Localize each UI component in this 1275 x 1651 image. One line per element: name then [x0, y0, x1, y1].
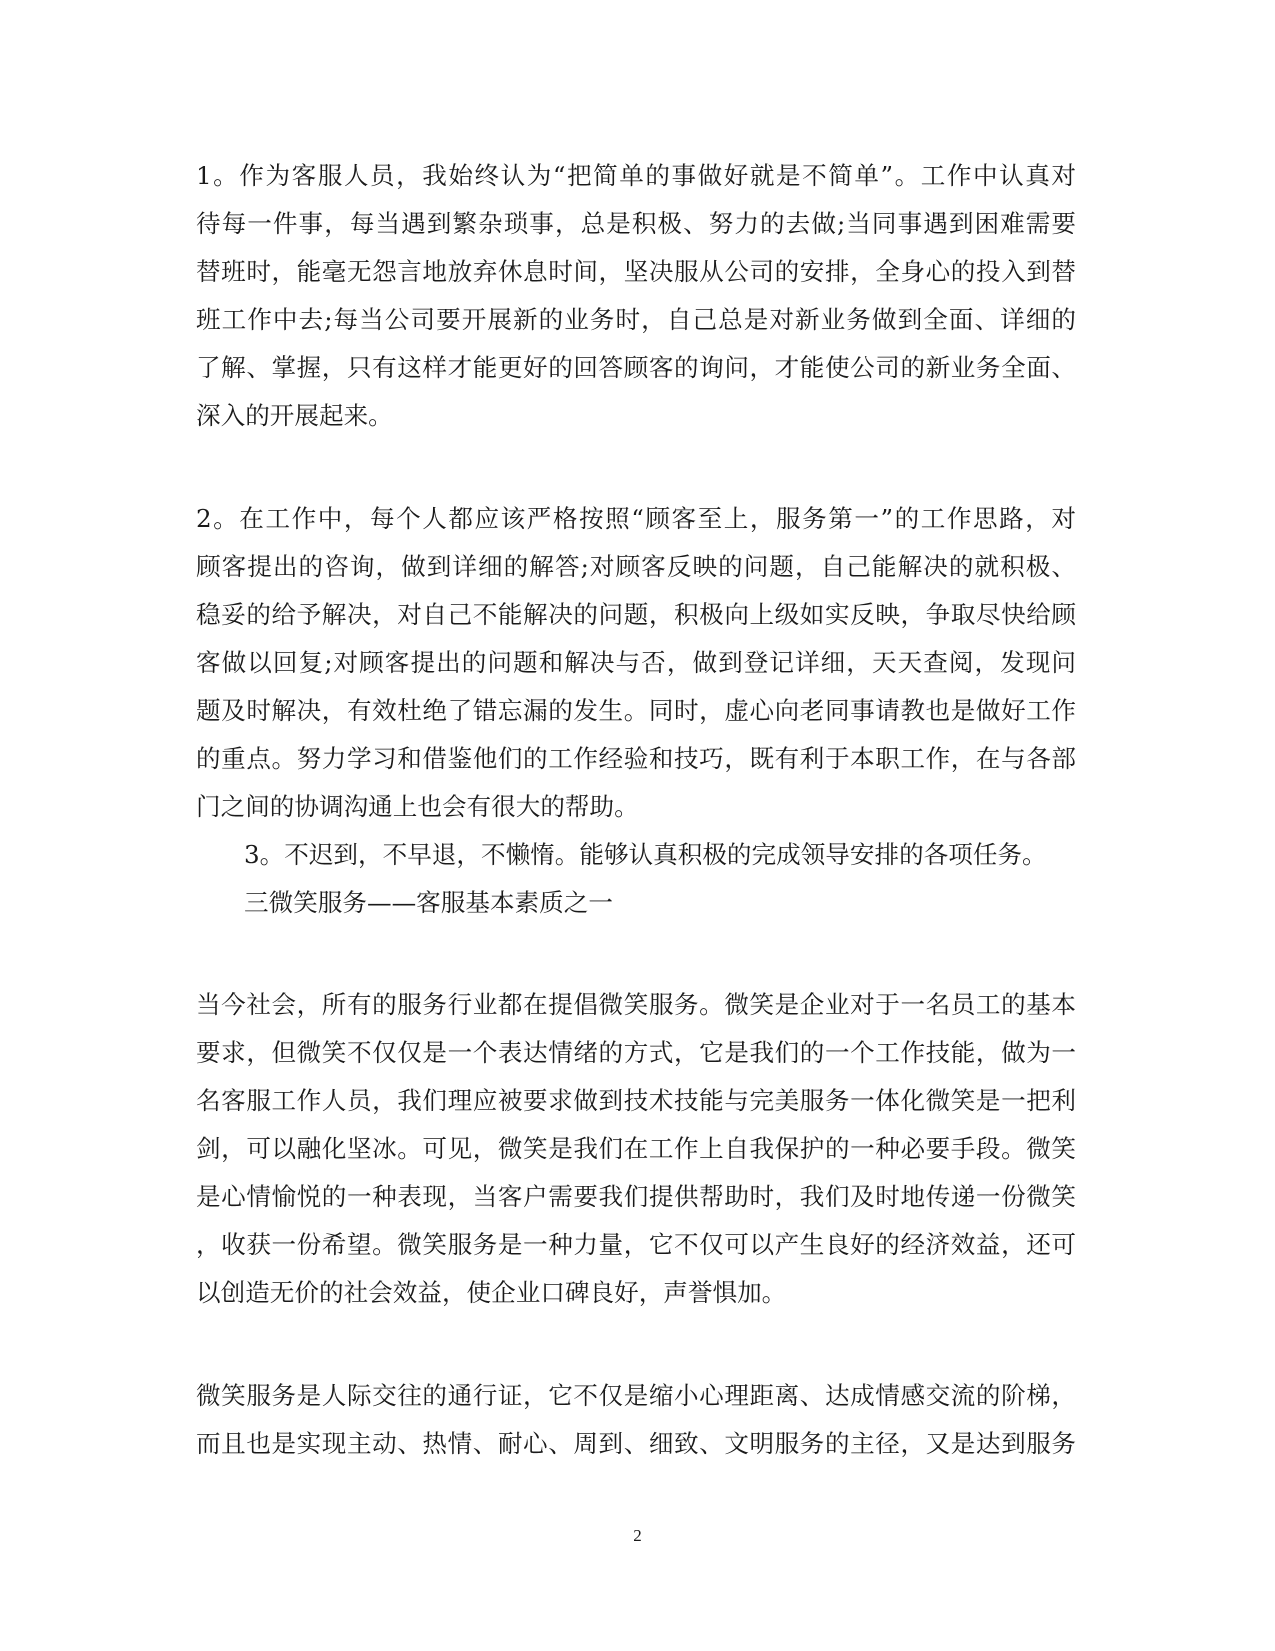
text-line: 替班时，能毫无怨言地放弃休息时间，坚决服从公司的安排，全身心的投入到替 — [196, 257, 1076, 286]
text-line: 题及时解决，有效杜绝了错忘漏的发生。同时，虚心向老同事请教也是做好工作 — [196, 696, 1076, 725]
text-line: 待每一件事，每当遇到繁杂琐事，总是积极、努力的去做;当同事遇到困难需要 — [196, 209, 1076, 238]
text-line: 门之间的协调沟通上也会有很大的帮助。 — [196, 792, 639, 821]
text-line: 1。作为客服人员，我始终认为“把简单的事做好就是不简单”。工作中认真对 — [196, 161, 1076, 190]
section-heading: 三微笑服务——客服基本素质之一 — [244, 888, 613, 917]
text-line: ，收获一份希望。微笑服务是一种力量，它不仅可以产生良好的经济效益，还可 — [196, 1230, 1076, 1259]
text-line: 2。在工作中，每个人都应该严格按照“顾客至上，服务第一”的工作思路，对 — [196, 504, 1076, 533]
text-line: 班工作中去;每当公司要开展新的业务时，自己总是对新业务做到全面、详细的 — [196, 305, 1076, 334]
text-line: 剑，可以融化坚冰。可见，微笑是我们在工作上自我保护的一种必要手段。微笑 — [196, 1134, 1076, 1163]
text-line: 微笑服务是人际交往的通行证，它不仅是缩小心理距离、达成情感交流的阶梯， — [196, 1381, 1076, 1410]
text-line: 客做以回复;对顾客提出的问题和解决与否，做到登记详细，天天查阅，发现问 — [196, 648, 1076, 677]
text-line: 以创造无价的社会效益，使企业口碑良好，声誉惧加。 — [196, 1278, 787, 1307]
text-line: 而且也是实现主动、热情、耐心、周到、细致、文明服务的主径，又是达到服务 — [196, 1429, 1076, 1458]
text-line: 稳妥的给予解决，对自己不能解决的问题，积极向上级如实反映，争取尽快给顾 — [196, 600, 1076, 629]
page-number: 2 — [633, 1526, 642, 1545]
text-line: 名客服工作人员，我们理应被要求做到技术技能与完美服务一体化微笑是一把利 — [196, 1086, 1076, 1115]
text-line: 3。不迟到，不早退，不懒惰。能够认真积极的完成领导安排的各项任务。 — [244, 840, 1047, 869]
text-line: 的重点。努力学习和借鉴他们的工作经验和技巧，既有利于本职工作，在与各部 — [196, 744, 1076, 773]
text-line: 了解、掌握，只有这样才能更好的回答顾客的询问，才能使公司的新业务全面、 — [196, 353, 1076, 382]
text-line: 当今社会，所有的服务行业都在提倡微笑服务。微笑是企业对于一名员工的基本 — [196, 990, 1076, 1019]
text-line: 顾客提出的咨询，做到详细的解答;对顾客反映的问题，自己能解决的就积极、 — [196, 552, 1076, 581]
text-line: 深入的开展起来。 — [196, 401, 393, 430]
text-line: 是心情愉悦的一种表现，当客户需要我们提供帮助时，我们及时地传递一份微笑 — [196, 1182, 1076, 1211]
text-line: 要求，但微笑不仅仅是一个表达情绪的方式，它是我们的一个工作技能，做为一 — [196, 1038, 1076, 1067]
